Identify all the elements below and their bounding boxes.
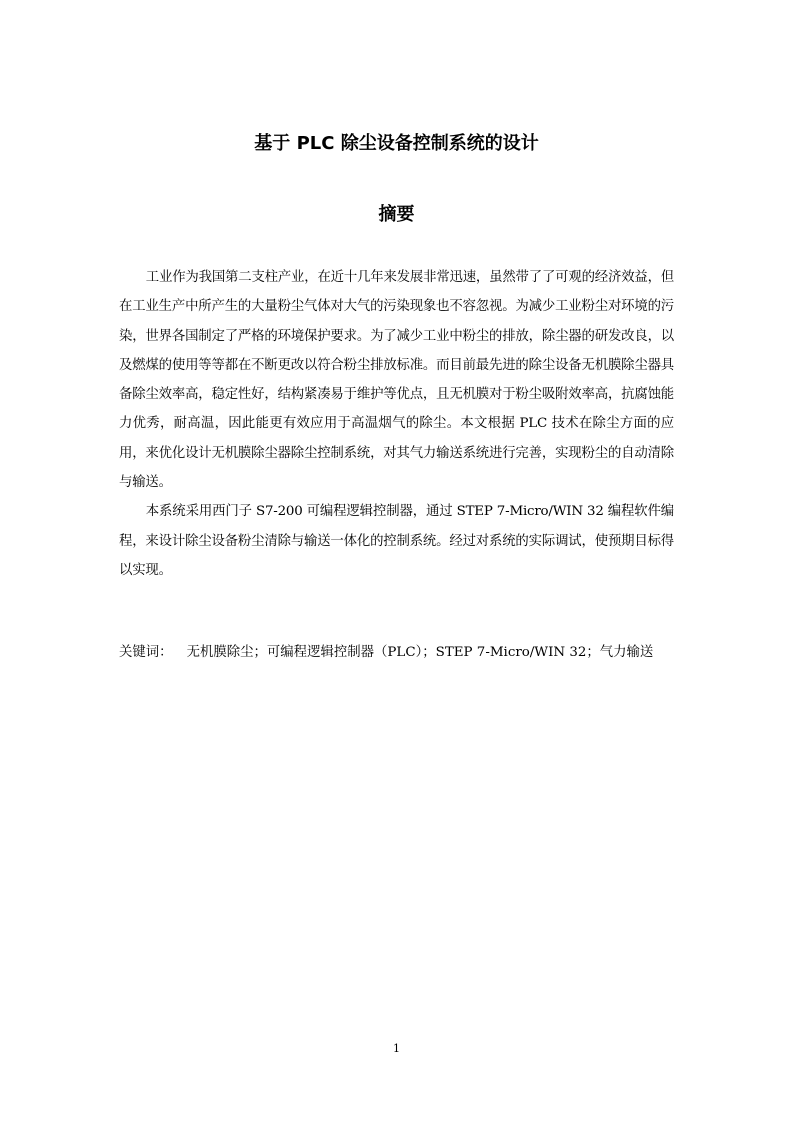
- abstract-body: [119, 263, 674, 585]
- keywords-label: 关键词：: [119, 645, 173, 660]
- keywords-text: 无机膜除尘；可编程逻辑控制器（PLC）；STEP 7-Micro/WIN 32；气力输送: [186, 645, 654, 660]
- keywords-line: [119, 642, 719, 664]
- document-title: 基于 PLC 除尘设备控制系统的设计: [254, 133, 539, 154]
- abstract-heading: 摘要: [378, 204, 415, 225]
- abstract-paragraph-2: 本系统采用西门子 S7-200 可编程逻辑控制器，通过 STEP 7-Micro/WIN 32 编程软件编程，来设计除尘设备粉尘清除与输送一体化的控制系统。经过对系统的实际调试，使预期目标得以实现。: [119, 504, 674, 578]
- abstract-paragraph-1: 工业作为我国第二支柱产业，在近十几年来发展非常迅速，虽然带了了可观的经济效益，但在工业生产中所产生的大量粉尘气体对大气的污染现象也不容忽视。为减少工业粉尘对环境的污染，世界各国制定了严格的环境保护要求。为了减少工业中粉尘的排放，除尘器的研发改良，以及燃煤的使用等等都在不断更改以符合粉尘排放标准。而目前最先进的除尘设备无机膜除尘器具备除尘效率高，稳定性好，结构紧凑易于维护等优点，且无机膜对于粉尘吸附效率高，抗腐蚀能力优秀，耐高温，因此能更有效应用于高温烟气的除尘。本文根据 PLC 技术在除尘方面的应用，来优化设计无机膜除尘器除尘控制系统，对其气力输送系统进行完善，实现粉尘的自动清除与输送。: [119, 270, 674, 491]
- page-number: 1: [393, 1042, 400, 1055]
